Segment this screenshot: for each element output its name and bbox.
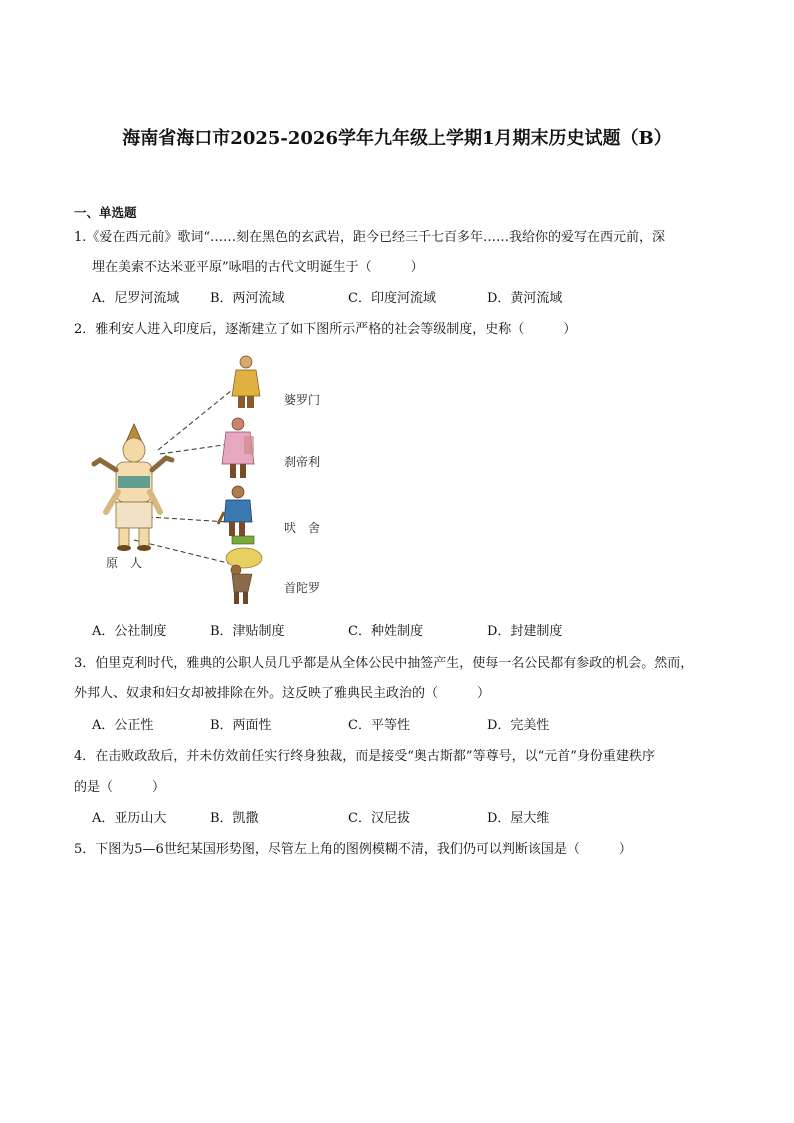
label-brahmin: 婆罗门 — [284, 393, 321, 407]
q1-option-a[interactable]: A．尼罗河流域 — [92, 291, 180, 306]
q3-stem-line2: 外邦人、奴隶和妇女却被排除在外。这反映了雅典民主政治的（ ） — [74, 686, 491, 701]
q4-option-c[interactable]: C．汉尼拔 — [348, 811, 410, 826]
brahmin-figure — [232, 356, 260, 408]
vaishya-figure — [218, 486, 254, 544]
kshatriya-figure — [222, 418, 254, 478]
q4-option-d[interactable]: D．屋大维 — [487, 811, 550, 826]
shudra-figure — [226, 548, 262, 604]
q2-stem-line1: 2．雅利安人进入印度后，逐渐建立了如下图所示严格的社会等级制度，史称（ ） — [74, 322, 577, 337]
q3-option-b[interactable]: B．两面性 — [210, 718, 272, 733]
q2-option-d[interactable]: D．封建制度 — [487, 624, 563, 639]
q3-stem-line1: 3．伯里克利时代，雅典的公职人员几乎都是从全体公民中抽签产生，使每一名公民都有参政的机会。然而， — [74, 656, 694, 671]
q2-option-b[interactable]: B．津贴制度 — [210, 624, 285, 639]
label-kshatriya: 刹帝利 — [284, 455, 321, 469]
section-heading: 一、单选题 — [74, 205, 137, 220]
page-title: 海南省海口市2025-2026学年九年级上学期1月期末历史试题（B） — [122, 128, 672, 149]
purusha-figure — [94, 424, 172, 551]
q4-option-a[interactable]: A．亚历山大 — [92, 811, 167, 826]
q1-stem-line1: 1.《爱在西元前》歌词“……刻在黑色的玄武岩，距今已经三千七百多年……我给你的爱写在西元前，深 — [74, 230, 666, 245]
q1-option-d[interactable]: D．黄河流域 — [487, 291, 563, 306]
q2-option-c[interactable]: C．种姓制度 — [348, 624, 423, 639]
label-purusha: 原 人 — [106, 556, 143, 570]
q4-stem-line2: 的是（ ） — [74, 780, 166, 795]
q4-option-b[interactable]: B．凯撒 — [210, 811, 259, 826]
q4-stem-line1: 4．在击败政敌后，并未仿效前任实行终身独裁，而是接受“奥古斯都”等尊号，以“元首”身份重建秩序 — [74, 749, 655, 764]
q1-option-b[interactable]: B．两河流域 — [210, 291, 285, 306]
q1-stem-line2: 埋在美索不达米亚平原”咏唱的古代文明诞生于（ ） — [92, 260, 424, 275]
q3-option-c[interactable]: C．平等性 — [348, 718, 410, 733]
caste-system-figure — [86, 352, 336, 612]
label-vaishya: 吠 舍 — [284, 521, 321, 535]
q1-option-c[interactable]: C．印度河流域 — [348, 291, 436, 306]
q2-option-a[interactable]: A．公社制度 — [92, 624, 167, 639]
q3-option-d[interactable]: D．完美性 — [487, 718, 550, 733]
label-shudra: 首陀罗 — [284, 581, 321, 595]
q5-stem-line1: 5．下图为5—6世纪某国形势图，尽管左上角的图例模糊不清，我们仍可以判断该国是（ ） — [74, 842, 632, 857]
q3-option-a[interactable]: A．公正性 — [92, 718, 154, 733]
